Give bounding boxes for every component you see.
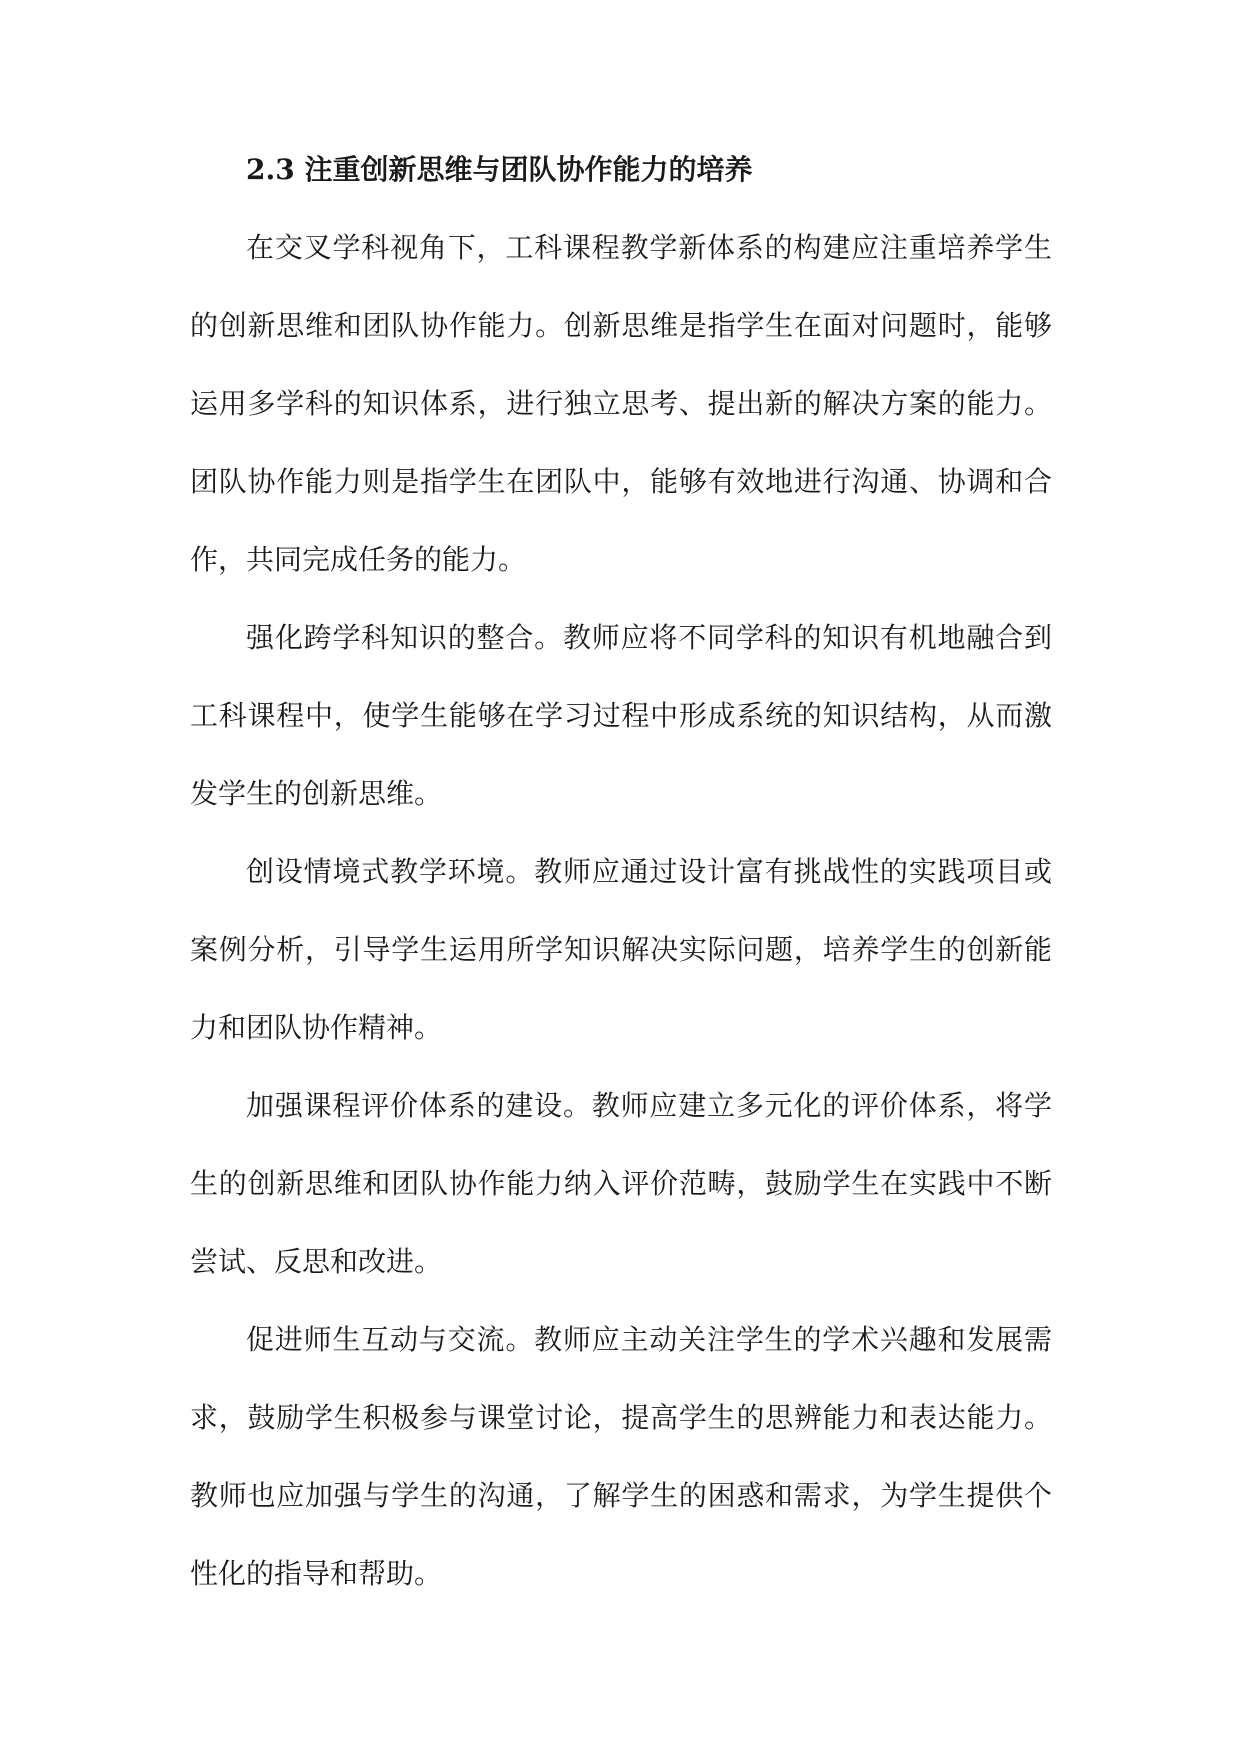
paragraph-line: 团队协作能力则是指学生在团队中，能够有效地进行沟通、协调和合 [190, 465, 1052, 498]
paragraph-line: 工科课程中，使学生能够在学习过程中形成系统的知识结构，从而激 [190, 699, 1052, 732]
paragraph-line: 力和团队协作精神。 [190, 1011, 443, 1044]
paragraph-line: 教师也应加强与学生的沟通，了解学生的困惑和需求，为学生提供个 [190, 1479, 1052, 1512]
paragraph-line: 加强课程评价体系的建设。教师应建立多元化的评价体系，将学 [246, 1089, 1052, 1122]
paragraph-line: 作，共同完成任务的能力。 [190, 543, 527, 576]
paragraph-line: 运用多学科的知识体系，进行独立思考、提出新的解决方案的能力。 [190, 387, 1052, 420]
paragraph-line: 强化跨学科知识的整合。教师应将不同学科的知识有机地融合到 [246, 621, 1052, 654]
paragraph-line: 在交叉学科视角下，工科课程教学新体系的构建应注重培养学生 [246, 231, 1052, 264]
paragraph-line: 促进师生互动与交流。教师应主动关注学生的学术兴趣和发展需 [246, 1323, 1052, 1356]
paragraph-line: 尝试、反思和改进。 [190, 1245, 443, 1278]
paragraph-line: 发学生的创新思维。 [190, 777, 443, 810]
paragraph-line: 案例分析，引导学生运用所学知识解决实际问题，培养学生的创新能 [190, 933, 1052, 966]
paragraph-line: 性化的指导和帮助。 [190, 1557, 443, 1590]
paragraph-line: 创设情境式教学环境。教师应通过设计富有挑战性的实践项目或 [246, 855, 1052, 888]
paragraph-line: 求，鼓励学生积极参与课堂讨论，提高学生的思辨能力和表达能力。 [190, 1401, 1052, 1434]
paragraph-line: 的创新思维和团队协作能力。创新思维是指学生在面对问题时，能够 [190, 309, 1052, 342]
section-heading: 2.3 注重创新思维与团队协作能力的培养 [246, 153, 753, 186]
paragraph-line: 生的创新思维和团队协作能力纳入评价范畴，鼓励学生在实践中不断 [190, 1167, 1052, 1200]
